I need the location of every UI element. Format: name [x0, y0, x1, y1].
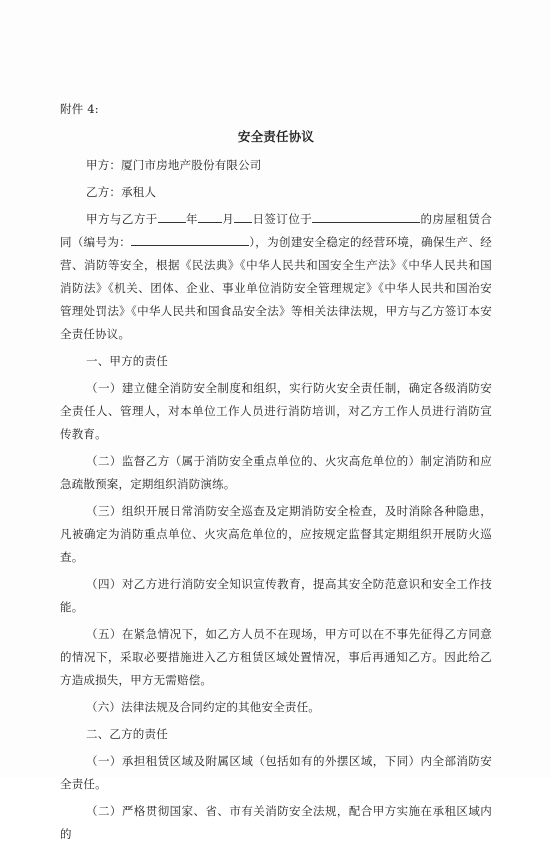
party-a-item-6: （六）法律法规及合同约定的其他安全责任。 — [86, 700, 320, 714]
party-a-item-2: （二）监督乙方（属于消防安全重点单位的、火灾高危单位的）制定消防和应急疏散预案，定期组织消防演练。 — [60, 454, 492, 491]
contract-number-blank[interactable] — [131, 231, 249, 246]
year-blank[interactable] — [158, 208, 186, 223]
document-body — [60, 98, 492, 850]
annex-label: 附件 4: — [60, 102, 99, 116]
day-blank[interactable] — [234, 208, 252, 223]
party-a-item-5: （五）在紧急情况下，如乙方人员不在现场，甲方可以在不事先征得乙方同意的情况下，采取必要措施进入乙方租赁区域处置情况，事后再通知乙方。因此给乙方造成损失，甲方无需赔偿。 — [60, 627, 492, 687]
intro-text-1: 甲方与乙方于 — [86, 212, 158, 226]
party-b-line: 乙方：承租人 — [86, 185, 157, 199]
section-heading-party-b: 二、乙方的责任 — [86, 727, 168, 741]
party-a-item-1: （一）建立健全消防安全制度和组织，实行防火安全责任制，确定各级消防安全责任人、管理人，对本单位工作人员进行消防培训，对乙方工作人员进行消防宣传教育。 — [60, 381, 492, 441]
intro-month: 月 — [221, 212, 235, 226]
section-heading-party-a: 一、甲方的责任 — [86, 354, 168, 368]
intro-year: 年 — [185, 212, 198, 226]
location-blank[interactable] — [312, 208, 420, 223]
document-title: 安全责任协议 — [237, 129, 315, 144]
party-a-item-4: （四）对乙方进行消防安全知识宣传教育，提高其安全防范意识和安全工作技能。 — [60, 577, 492, 614]
month-blank[interactable] — [198, 208, 222, 223]
party-a-line: 甲方：厦门市房地产股份有限公司 — [86, 158, 262, 172]
party-a-item-3: （三）组织开展日常消防安全巡查及定期消防安全检查，及时消除各种隐患，凡被确定为消防重点单位、火灾高危单位的，应按规定监督其定期组织开展防火巡查。 — [60, 504, 492, 564]
intro-day: 日签订位于 — [252, 212, 313, 226]
intro-text-2: 的房屋租赁合同（编号为： — [60, 212, 493, 249]
party-b-item-2: （二）严格贯彻国家、省、市有关消防安全法规，配合甲方实施在承租区域内的 — [60, 804, 492, 841]
intro-paragraph — [60, 208, 492, 346]
intro-text-3: ），为创建安全稳定的经营环境，确保生产、经营、消防等安全，根据《民法典》《中华人民共和国安全生产法》《中华人民共和国消防法》《机关、团体、企业、事业单位消防安全管理规定》《中华人民共和国治安管理处罚法》《中华人民共和国食品安全法》等相关法律法规，甲方与乙方签订本安全责任协议。 — [60, 235, 492, 341]
party-b-item-1: （一）承担租赁区域及附属区域（包括如有的外摆区域，下同）内全部消防安全责任。 — [60, 754, 492, 791]
